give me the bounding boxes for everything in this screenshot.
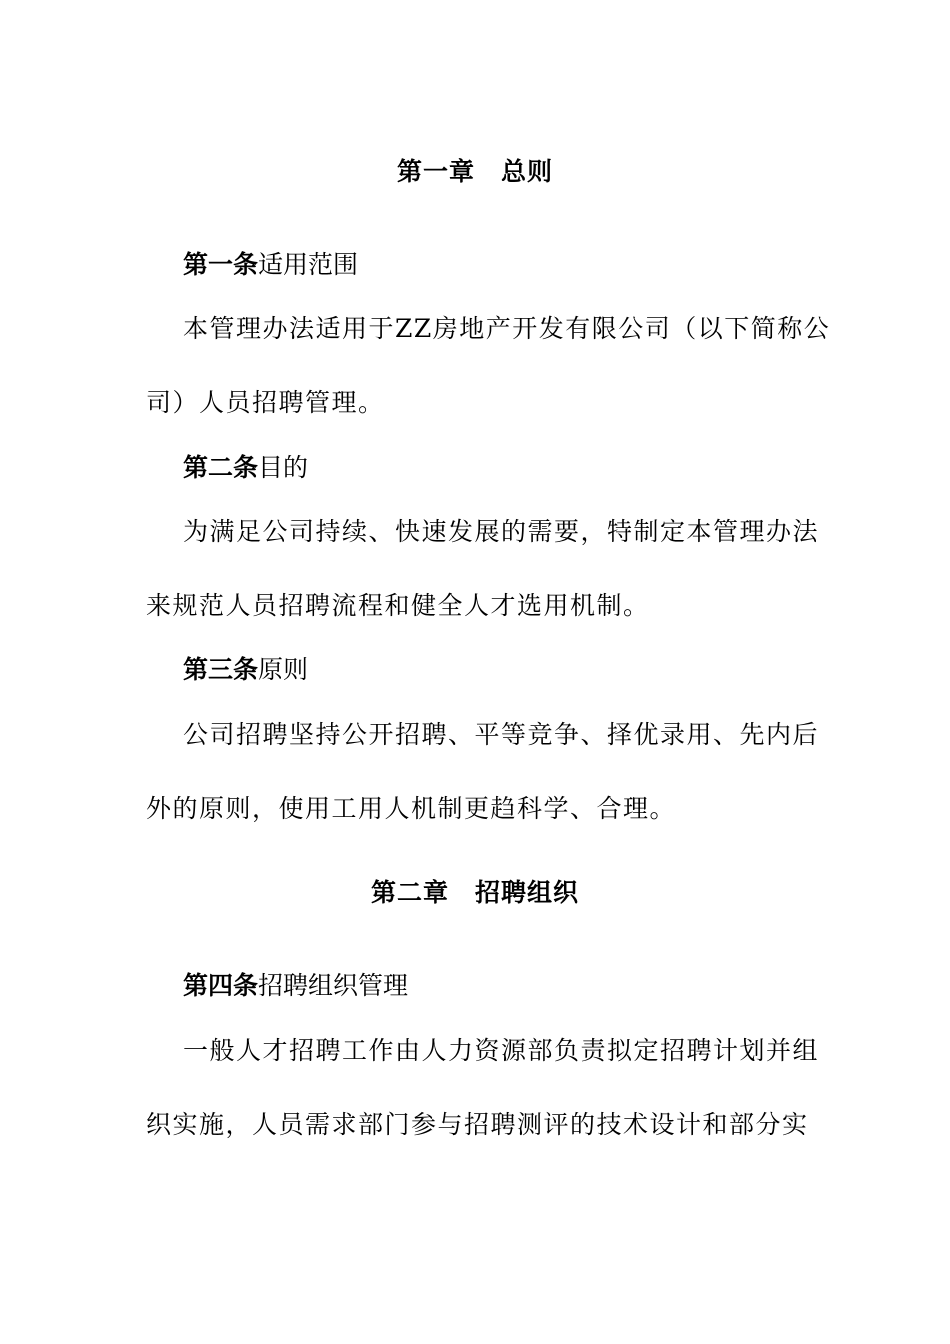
article-name: 适用范围 (258, 250, 359, 279)
paragraph-line: 外的原则，使用工用人机制更趋科学、合理。 (146, 794, 677, 823)
article-1-heading (183, 250, 358, 280)
article-number: 第二条 (183, 453, 259, 482)
chapter-1-title: 第一章 总则 (396, 157, 553, 186)
paragraph-line: 来规范人员招聘流程和健全人才选用机制。 (146, 591, 650, 620)
article-number: 第四条 (183, 971, 259, 1000)
paragraph-line: 本管理办法适用于ZZ房地产开发有限公司（以下简称公 (183, 314, 831, 343)
article-number: 第三条 (183, 655, 259, 684)
article-2-heading (183, 453, 308, 483)
article-number: 第一条 (183, 250, 259, 279)
paragraph-line: 司）人员招聘管理。 (146, 388, 385, 417)
article-4-heading (183, 971, 408, 1001)
chapter-2-title: 第二章 招聘组织 (370, 878, 579, 907)
article-name: 招聘组织管理 (258, 971, 409, 1000)
paragraph-line: 一般人才招聘工作由人力资源部负责拟定招聘计划并组 (183, 1036, 820, 1065)
article-name: 原则 (258, 655, 309, 684)
paragraph-line: 公司招聘坚持公开招聘、平等竞争、择优录用、先内后 (183, 720, 820, 749)
paragraph-line: 织实施，人员需求部门参与招聘测评的技术设计和部分实 (146, 1110, 809, 1139)
article-name: 目的 (258, 453, 309, 482)
article-3-heading (183, 655, 308, 685)
paragraph-line: 为满足公司持续、快速发展的需要，特制定本管理办法 (183, 517, 820, 546)
